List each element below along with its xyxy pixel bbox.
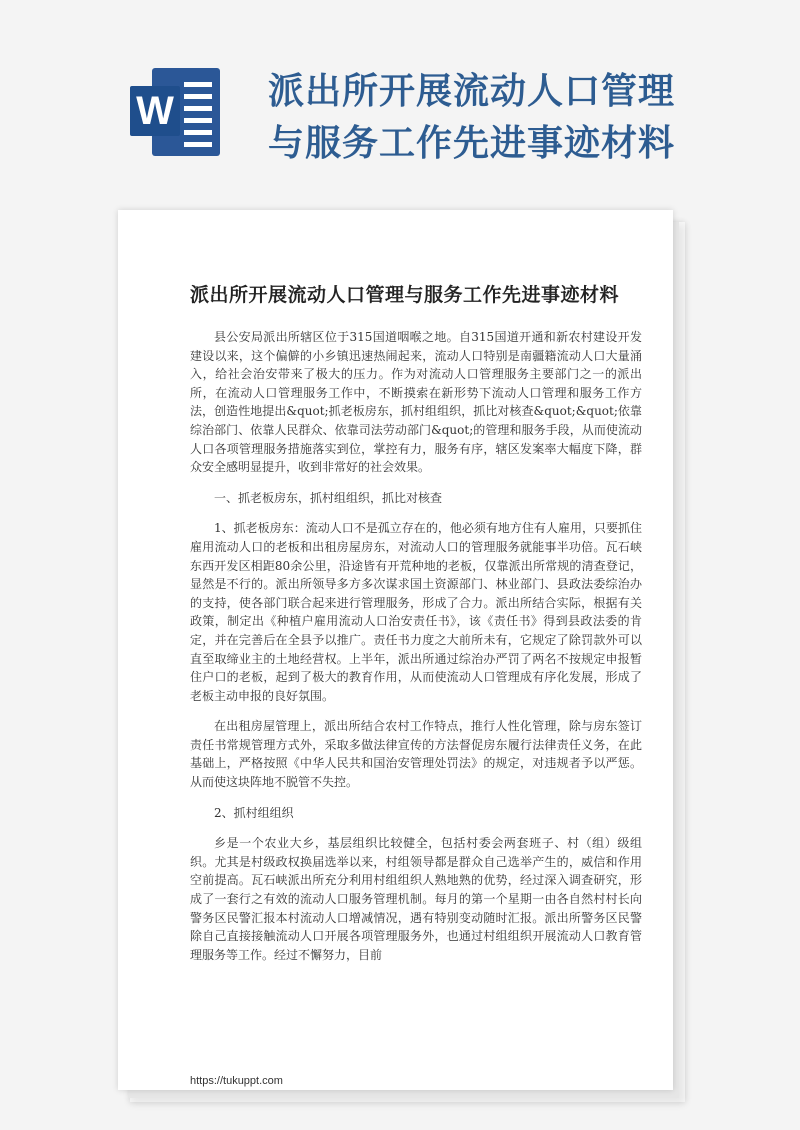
document-page — [118, 210, 673, 1090]
section-heading: 2、抓村组组织 — [214, 805, 294, 820]
paragraph: 县公安局派出所辖区位于315国道咽喉之地。自315国道开通和新农村建设开发建设以来，这个偏僻的小乡镇迅速热闹起来，流动人口特别是南疆籍流动人口大量涌入，给社会治安带来了极大的压力。作为对流动人口管理服务主要部门之一的派出所，在流动人口管理服务工作中，不断摸索在新形势下流动人口管理和服务工作方法，创造性地提出&quot;抓老板房东，抓村组组织，抓比对核查&quot;&quot;依靠综治部门、依靠人民群众、依靠司法劳动部门&quot;的管理和服务手段，从而使流动人口各项管理服务措施落实到位，掌控有力，服务有序，辖区发案率大幅度下降，群众安全感明显提升，收到非常好的社会效果。 — [190, 330, 642, 475]
paragraph: 乡是一个农业大乡，基层组织比较健全，包括村委会两套班子、村（组）级组织。尤其是村级政权换届选举以来，村组领导都是群众自己选举产生的，威信和作用空前提高。瓦石峡派出所充分利用村组组织人熟地熟的优势，经过深入调查研究，形成了一套行之有效的流动人口服务管理机制。每月的第一个星期一由各自然村村长向警务区民警汇报本村流动人口增减情况，遇有特别变动随时汇报。派出所警务区民警除自己直接接触流动人口开展各项管理服务外，也通过村组组织开展流动人口教育管理服务等工作。经过不懈努力，目前 — [190, 836, 642, 962]
document-title: 派出所开展流动人口管理与服务工作先进事迹材料 — [190, 284, 620, 306]
section-heading: 一、抓老板房东，抓村组组织，抓比对核查 — [214, 490, 443, 505]
footer-url: https://tukuppt.com — [190, 1075, 283, 1087]
banner-title: 派出所开展流动人口管理与服务工作先进事迹材料 — [268, 71, 676, 164]
paragraph: 在出租房屋管理上，派出所结合农村工作特点，推行人性化管理，除与房东签订责任书常规管理方式外，采取多做法律宣传的方法督促房东履行法律责任义务，在此基础上，严格按照《中华人民共和国治安管理处罚法》的规定，对违规者予以严惩。从而使这块阵地不脱管不失控。 — [190, 719, 642, 790]
word-document-icon — [130, 62, 222, 162]
paragraph: 1、抓老板房东：流动人口不是孤立存在的，他必须有地方住有人雇用，只要抓住雇用流动人口的老板和出租房屋房东，对流动人口的管理服务就能事半功倍。瓦石峡东西开发区相距80余公里，沿途皆有开荒种地的老板，仅靠派出所常规的清查登记，显然是不行的。派出所领导多方多次谋求国土资源部门、林业部门、县政法委综治办的支持，使各部门联合起来进行管理服务，形成了合力。派出所结合实际，根据有关政策，制定出《种植户雇用流动人口治安责任书》，该《责任书》得到县政法委的肯定，并在完善后在全县予以推广。责任书力度之大前所未有，它规定了除罚款外可以直至取缔业主的土地经营权。上半年，派出所通过综治办严罚了两名不按规定申报暂住户口的老板，起到了极大的教育作用，从而使流动人口管理成有序化发展，形成了老板主动申报的良好氛围。 — [190, 521, 642, 703]
document-body — [190, 328, 642, 976]
header-banner — [0, 0, 800, 200]
word-logo-icon: W — [130, 86, 180, 136]
